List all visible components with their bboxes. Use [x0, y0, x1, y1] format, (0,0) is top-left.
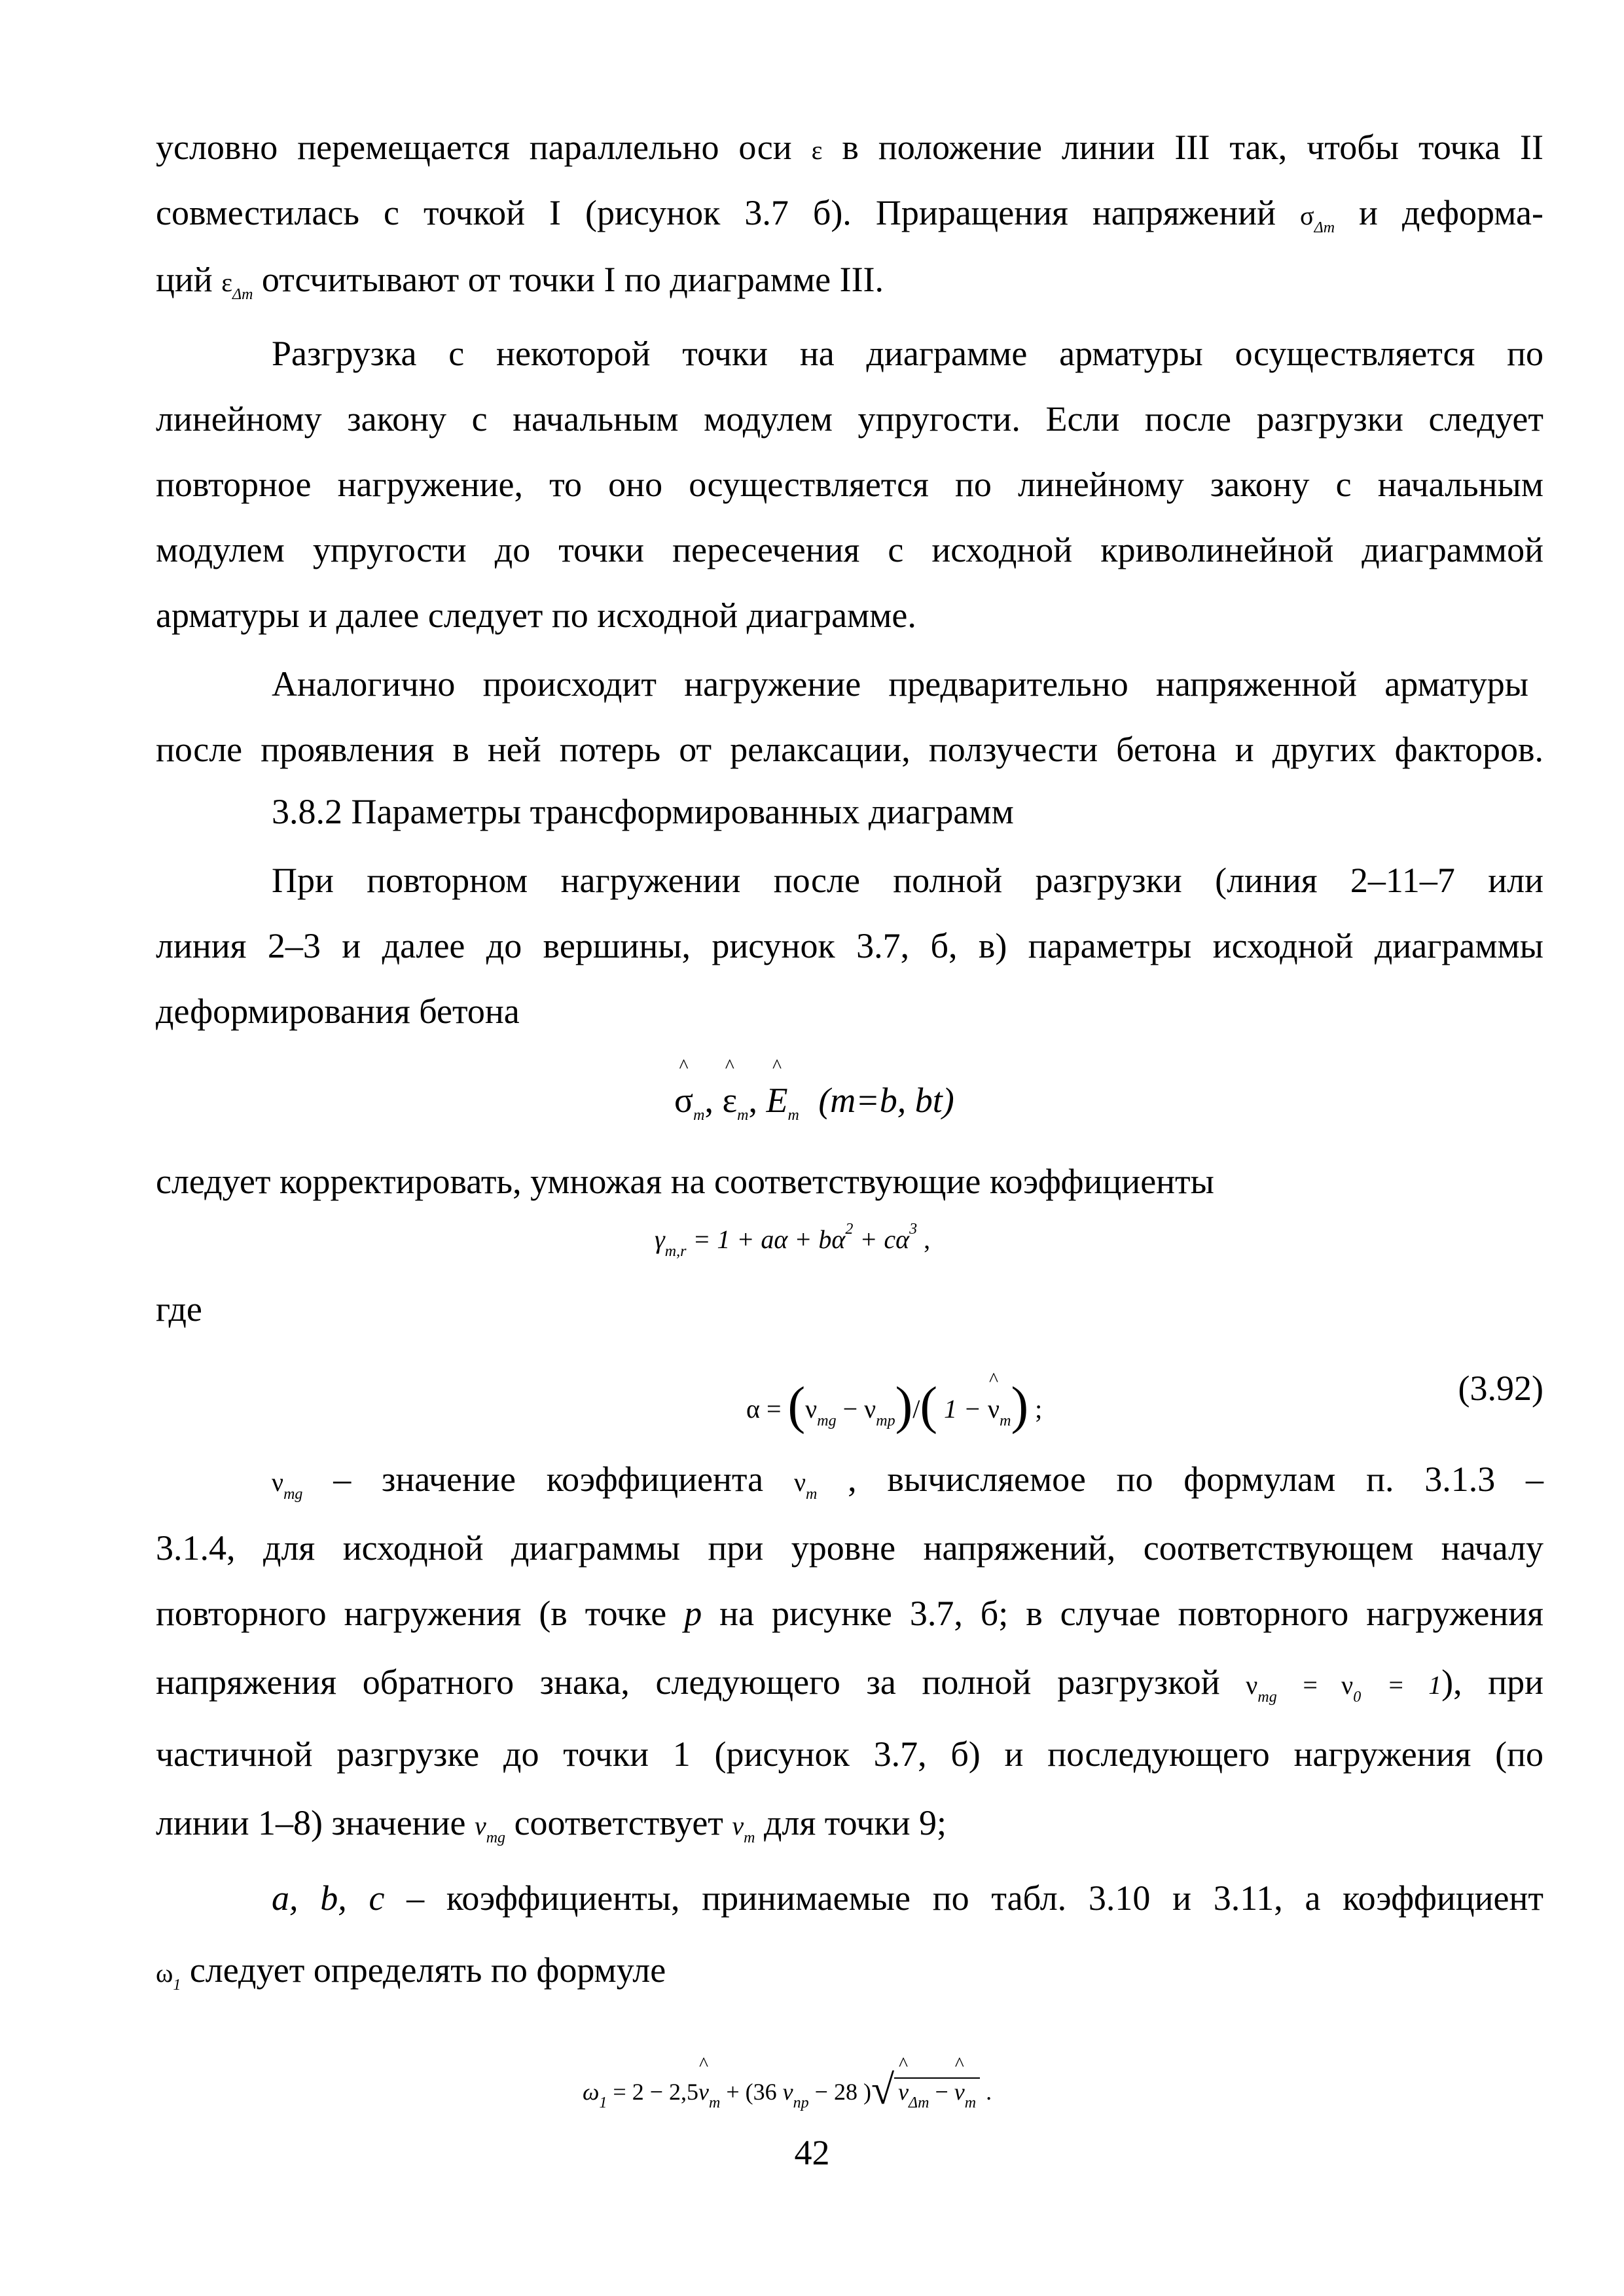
- epsilon-symbol: ε: [811, 135, 823, 165]
- text-line: напряжения обратного знака, следующего за полной разгрузкой $\nu_{mg} = \nu_0 = 1$), при: [156, 1662, 1544, 1706]
- text-line: $\nu_{mg}$ – значение коэффициента $\nu_m$ , вычисляемое по формулам п. 3.1.3 –: [272, 1460, 1544, 1503]
- paragraph-line: При повторном нагружении после полной разгрузки (линия 2–11–7 или: [272, 861, 1543, 900]
- formula-omega: $\omega_1 = 2$ − 2,5^ $\nu_m + (36$ $\nu_{пр} - 28$ )√^ $\nu_{\Delta m}$ − ^ $\nu_m$ .: [583, 2062, 992, 2110]
- paragraph-line: следует корректировать, умножая на соответствующие коэффициенты: [156, 1162, 1214, 1201]
- formula-alpha: $\alpha = (\nu_{mg} - \nu_{mp})/$( 1 − ^ $\nu_m$) ;: [746, 1371, 1042, 1431]
- text-line: 3.1.4, для исходной диаграммы при уровне напряжений, соответствующем началу: [156, 1528, 1543, 1568]
- formula-parameters: ^ $\sigma_m$, ^ $\varepsilon_m$, ^ $E_m$ (m=b, bt): [674, 1080, 954, 1121]
- paragraph-line: Разгрузка с некоторой точки на диаграмме арматуры осуществляется по: [272, 334, 1543, 373]
- paragraph-line: повторное нагружение, то оно осуществляется по линейному закону с начальным: [156, 465, 1543, 504]
- text-line: a, b, c – коэффициенты, принимаемые по табл. 3.10 и 3.11, а коэффициент: [272, 1878, 1544, 1918]
- paragraph-line: линия 2–3 и далее до вершины, рисунок 3.7, б, в) параметры исходной диаграммы: [156, 926, 1543, 965]
- paragraph-line: Аналогично происходит нагружение предварительно напряженной арматуры: [272, 664, 1528, 704]
- text-line: $\omega_1$ следует определять по формуле: [156, 1950, 666, 1994]
- page-number: 42: [794, 2133, 830, 2172]
- sigma-delta-m: $\sigma_{\Delta m}$: [1300, 201, 1335, 236]
- paragraph-line: деформирования бетона: [156, 992, 520, 1031]
- paragraph-line: модулем упругости до точки пересечения с исходной криволинейной диаграммой: [156, 530, 1543, 569]
- text-line: условно перемещается параллельно оси ε в положение линии III так, чтобы точка II: [156, 128, 1543, 167]
- text-line: ций $\varepsilon_{\Delta m}$ отсчитывают от точки I по диаграмме III.: [156, 260, 884, 303]
- section-heading: 3.8.2 Параметры трансформированных диаграмм: [272, 792, 1014, 831]
- equation-number: (3.92): [1458, 1369, 1543, 1408]
- text-line: совместилась с точкой I (рисунок 3.7 б). Приращения напряжений $\sigma_{\Delta m}$ и деформа-: [156, 193, 1543, 236]
- epsilon-delta-m: $\varepsilon_{\Delta m}$: [221, 268, 253, 303]
- paragraph-line: арматуры и далее следует по исходной диаграмме.: [156, 596, 916, 635]
- formula-gamma: $\gamma_{m,r} = 1 + a\alpha + b\alpha^2 + c\alpha^3$ ,: [655, 1221, 931, 1260]
- text-line: частичной разгрузке до точки 1 (рисунок 3.7, б) и последующего нагружения (по: [156, 1734, 1543, 1774]
- paragraph-line: где: [156, 1289, 202, 1329]
- paragraph-line: после проявления в ней потерь от релаксации, ползучести бетона и других факторов.: [156, 730, 1543, 769]
- text-line: линии 1–8) значение $\nu_{mg}$ соответствует $\nu_m$ для точки 9;: [156, 1803, 947, 1846]
- text-line: повторного нагружения (в точке p на рисунке 3.7, б; в случае повторного нагружения: [156, 1594, 1543, 1633]
- paragraph-line: линейному закону с начальным модулем упругости. Если после разгрузки следует: [156, 399, 1543, 439]
